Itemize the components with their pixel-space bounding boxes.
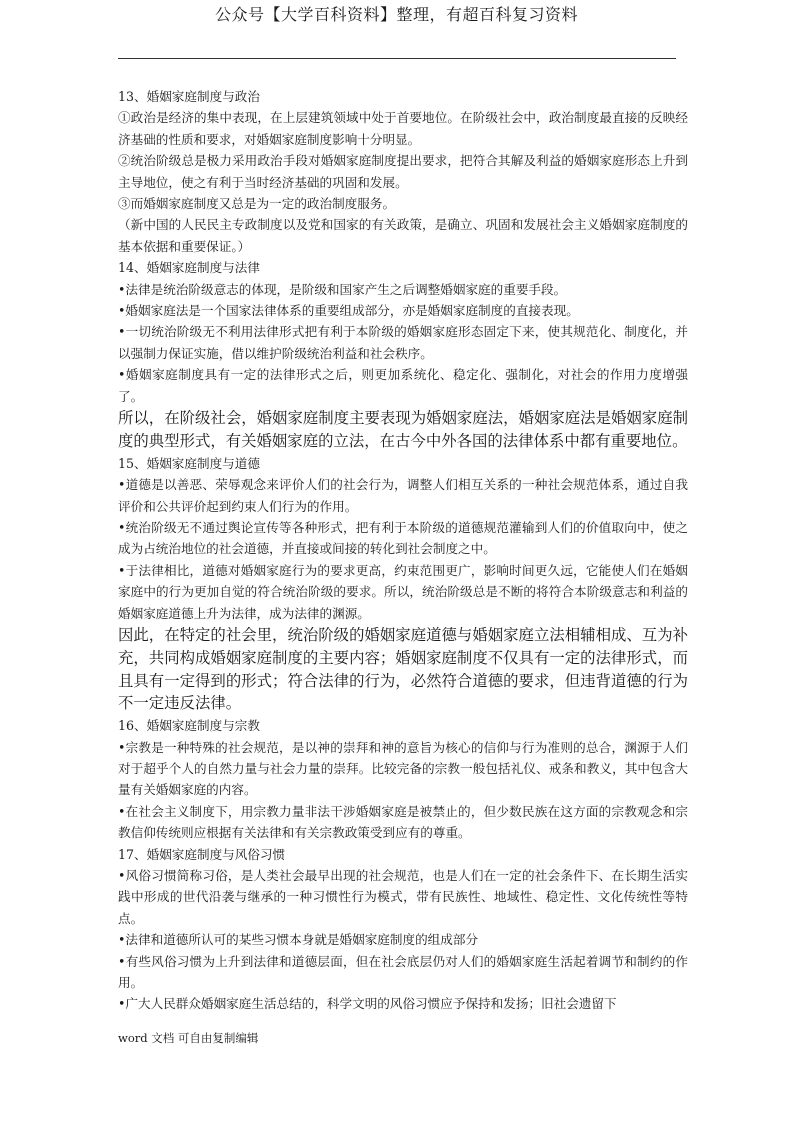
section-heading: 14、婚姻家庭制度与法律	[118, 260, 260, 276]
paragraph: （新中国的人民民主专政制度以及党和国家的有关政策，是确立、巩固和发展社会主义婚姻家庭制度的基本依据和重要保证。）	[118, 217, 688, 254]
paragraph: ③而婚姻家庭制度又总是为一定的政治制度服务。	[118, 196, 396, 212]
paragraph: •婚姻家庭法是一个国家法律体系的重要组成部分，亦是婚姻家庭制度的直接表现。	[118, 303, 579, 319]
header-divider	[118, 58, 676, 59]
paragraph: •有些风俗习惯为上升到法律和道德层面，但在社会底层仍对人们的婚姻家庭生活起着调节和制约的作用。	[118, 953, 688, 990]
paragraph: ①政治是经济的集中表现，在上层建筑领域中处于首要地位。在阶级社会中，政治制度最直接的反映经济基础的性质和要求，对婚姻家庭制度影响十分明显。	[118, 110, 688, 147]
paragraph: •法律是统治阶级意志的体现，是阶级和国家产生之后调整婚姻家庭的重要手段。	[118, 281, 567, 297]
page-footer: word 文档 可自由复制编辑	[118, 1031, 259, 1045]
paragraph: •法律和道德所认可的某些习惯本身就是婚姻家庭制度的组成部分	[118, 932, 479, 948]
document-body	[118, 86, 688, 1015]
section-heading: 15、婚姻家庭制度与道德	[118, 455, 260, 471]
section-heading: 16、婚姻家庭制度与宗教	[118, 718, 260, 734]
paragraph: •于法律相比，道德对婚姻家庭行为的要求更高，约束范围更广，影响时间更久远，它能使人们在婚姻家庭中的行为更加自觉的符合统治阶级的要求。所以，统治阶级总是不断的将符合本阶级意志和利益的婚姻家庭道德上升为法律，成为法律的渊源。	[118, 562, 688, 621]
paragraph: 所以，在阶级社会，婚姻家庭制度主要表现为婚姻家庭法，婚姻家庭法是婚姻家庭制度的典型形式，有关婚姻家庭的立法，在古今中外各国的法律体系中都有重要地位。	[118, 409, 688, 450]
paragraph: •风俗习惯简称习俗，是人类社会最早出现的社会规范，也是人们在一定的社会条件下、在长期生活实践中形成的世代沿袭与继承的一种习惯性行为模式，带有民族性、地域性、稳定性、文化传统性等特点。	[118, 867, 688, 926]
paragraph: 因此，在特定的社会里，统治阶级的婚姻家庭道德与婚姻家庭立法相辅相成、互为补充，共同构成婚姻家庭制度的主要内容；婚姻家庭制度不仅具有一定的法律形式，而且具有一定得到的形式；符合法律的行为，必然符合道德的要求，但违背道德的行为不一定违反法律。	[118, 625, 688, 713]
paragraph: •广大人民群众婚姻家庭生活总结的，科学文明的风俗习惯应予保持和发扬；旧社会遗留下	[118, 996, 617, 1012]
paragraph: •一切统治阶级无不利用法律形式把有利于本阶级的婚姻家庭形态固定下来，使其规范化、制度化，并以强制力保证实施，借以维护阶级统治利益和社会秩序。	[118, 324, 688, 361]
paragraph: •宗教是一种特殊的社会规范，是以神的崇拜和神的意旨为核心的信仰与行为准则的总合，渊源于人们对于超乎个人的自然力量与社会力量的崇拜。比较完备的宗教一般包括礼仪、戒条和教义，其中包含大量有关婚姻家庭的内容。	[118, 739, 688, 798]
section-heading: 17、婚姻家庭制度与风俗习惯	[118, 846, 286, 862]
paragraph: •在社会主义制度下，用宗教力量非法干涉婚姻家庭是被禁止的，但少数民族在这方面的宗教观念和宗教信仰传统则应根据有关法律和有关宗教政策受到应有的尊重。	[118, 803, 688, 841]
paragraph: •统治阶级无不通过舆论宣传等各种形式，把有利于本阶级的道德规范灌输到人们的价值取向中，使之成为占统治地位的社会道德，并直接或间接的转化到社会制度之中。	[118, 519, 688, 557]
paragraph: •婚姻家庭制度具有一定的法律形式之后，则更加系统化、稳定化、强制化，对社会的作用力度增强了。	[118, 367, 688, 404]
paragraph: •道德是以善恶、荣辱观念来评价人们的社会行为，调整人们相互关系的一种社会规范体系，通过自我评价和公共评价起到约束人们行为的作用。	[118, 477, 688, 514]
paragraph: ②统治阶级总是极力采用政治手段对婚姻家庭制度提出要求，把符合其解及利益的婚姻家庭形态上升到主导地位，使之有利于当时经济基础的巩固和发展。	[118, 153, 688, 190]
page-header: 公众号【大学百科资料】整理，有超百科复习资料	[214, 5, 578, 24]
section-heading: 13、婚姻家庭制度与政治	[118, 89, 260, 104]
